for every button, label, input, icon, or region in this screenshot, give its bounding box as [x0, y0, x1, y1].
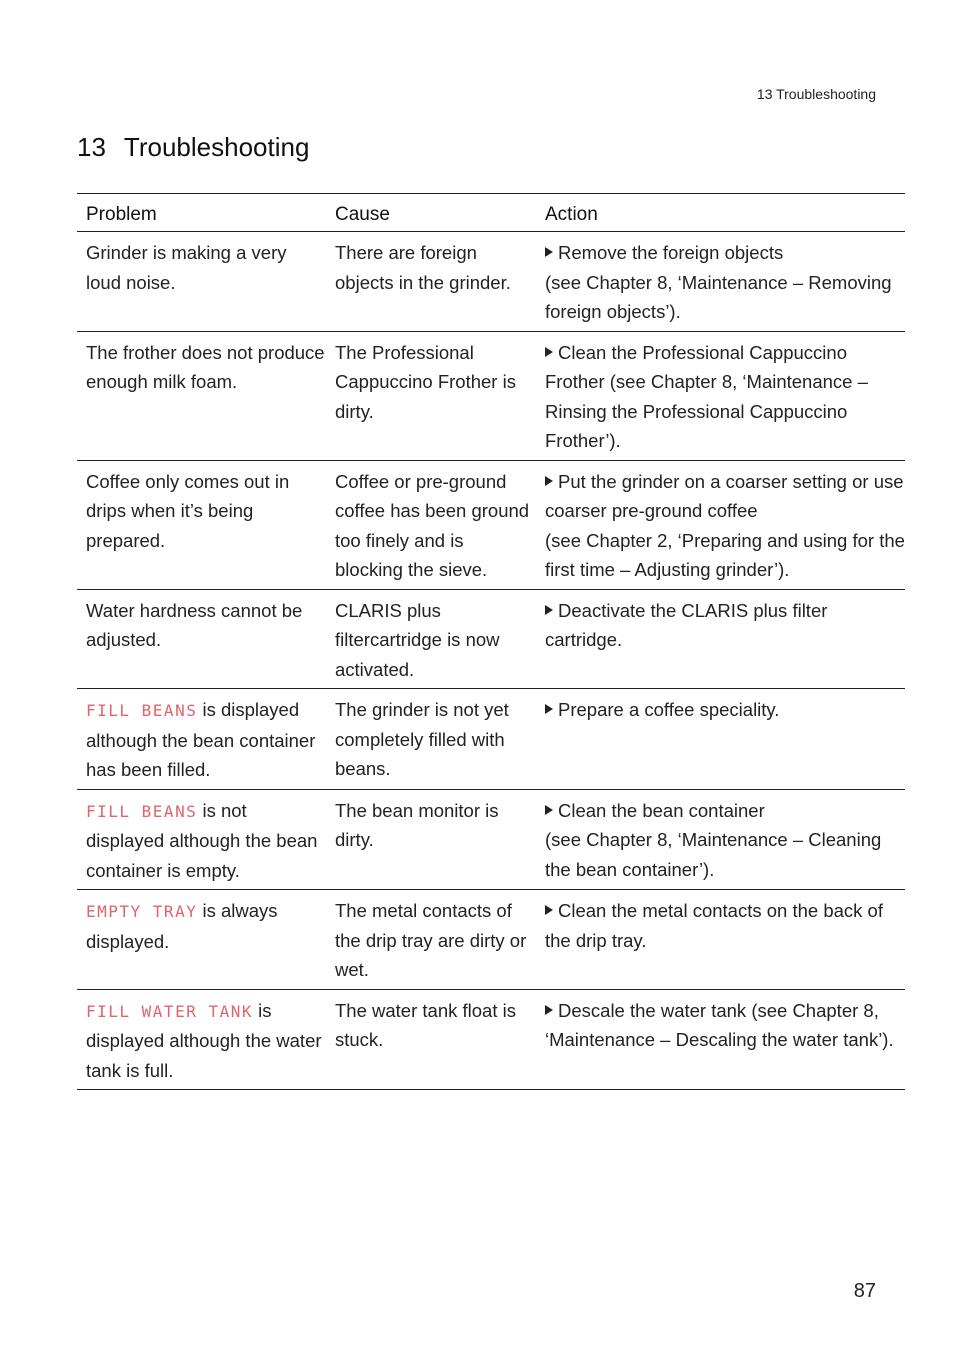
display-message-code: FILL BEANS: [86, 701, 198, 720]
triangle-right-icon: [545, 605, 553, 615]
problem-cell: [77, 331, 326, 460]
triangle-right-icon: [545, 805, 553, 815]
display-message-code: FILL BEANS: [86, 801, 198, 821]
problem-text: Water hardness cannot be adjusted.: [86, 599, 303, 650]
page-title: [77, 132, 309, 163]
column-header-cause: Cause: [326, 194, 536, 232]
action-step: [545, 896, 905, 955]
column-header-problem: Problem: [77, 194, 326, 232]
problem-text: is displayed although the bean container has been filled.: [86, 699, 316, 780]
chapter-title: Troubleshooting: [123, 132, 310, 162]
action-text: Descale the water tank (see Chapter 8, ‘Maintenance – Descaling the water tank’).: [545, 999, 894, 1050]
running-header: 13 Troubleshooting: [756, 86, 876, 102]
triangle-right-icon: [545, 704, 553, 714]
action-text: Remove the foreign objects: [558, 242, 784, 263]
triangle-right-icon: [545, 905, 553, 915]
problem-text: is displayed although the water tank is full.: [86, 999, 322, 1081]
page-number: 87: [853, 1280, 876, 1302]
action-text: Prepare a coffee speciality.: [558, 699, 780, 720]
cause-cell: The water tank float is stuck.: [326, 989, 536, 1090]
action-text: Clean the metal contacts on the back of the drip tray.: [545, 900, 883, 951]
action-reference: (see Chapter 8, ‘Maintenance – Cleaning the bean container’).: [545, 829, 882, 880]
action-text: Clean the bean container: [558, 799, 765, 821]
problem-text: is not displayed although the bean container is empty.: [86, 799, 318, 881]
action-cell: [536, 989, 905, 1090]
column-header-action: Action: [536, 194, 905, 232]
problem-cell: [77, 989, 326, 1090]
action-text: Put the grinder on a coarser setting or use coarser pre-ground coffee: [545, 470, 904, 521]
cause-cell: Coffee or pre-ground coffee has been ground too finely and is blocking the sieve.: [326, 460, 536, 589]
action-cell: [536, 689, 905, 790]
problem-cell: [77, 460, 326, 589]
table-row: [77, 232, 905, 332]
action-reference: (see Chapter 8, ‘Maintenance – Removing foreign objects’).: [545, 271, 892, 322]
cause-cell: The grinder is not yet completely filled with beans.: [326, 689, 536, 790]
action-step: [545, 695, 905, 725]
table-header-row: [77, 194, 905, 232]
action-cell: [536, 331, 905, 460]
table-row: [77, 890, 905, 990]
problem-text: Grinder is making a very loud noise.: [86, 242, 287, 293]
problem-text: Coffee only comes out in drips when it’s being prepared.: [86, 470, 290, 551]
action-text: Deactivate the CLARIS plus filter cartridge.: [545, 599, 828, 650]
action-cell: [536, 232, 905, 332]
triangle-right-icon: [545, 247, 553, 257]
problem-cell: [77, 689, 326, 790]
display-message-code: FILL WATER TANK: [86, 1001, 253, 1021]
action-step: [545, 238, 905, 268]
action-step: [545, 467, 905, 526]
troubleshooting-table: [77, 193, 905, 1090]
action-cell: [536, 789, 905, 890]
action-step: [545, 996, 905, 1055]
action-reference: (see Chapter 2, ‘Preparing and using for the first time – Adjusting grinder’).: [545, 529, 905, 580]
problem-text: is always displayed.: [86, 900, 278, 952]
problem-text: The frother does not produce enough milk foam.: [86, 341, 325, 392]
problem-cell: [77, 890, 326, 990]
problem-cell: [77, 589, 326, 689]
table-row: [77, 789, 905, 890]
action-cell: [536, 890, 905, 990]
cause-cell: The Professional Cappuccino Frother is dirty.: [326, 331, 536, 460]
triangle-right-icon: [545, 476, 553, 486]
cause-cell: CLARIS plus filtercartridge is now activated.: [326, 589, 536, 689]
action-cell: [536, 589, 905, 689]
table-row: [77, 331, 905, 460]
table-body: [77, 232, 905, 1090]
action-step: [545, 338, 905, 456]
cause-cell: The bean monitor is dirty.: [326, 789, 536, 890]
table-row: [77, 689, 905, 790]
triangle-right-icon: [545, 1005, 553, 1015]
table-row: [77, 989, 905, 1090]
problem-cell: [77, 789, 326, 890]
action-step: [545, 796, 905, 826]
display-message-code: EMPTY TRAY: [86, 902, 198, 921]
problem-cell: [77, 232, 326, 332]
table-row: [77, 460, 905, 589]
action-text: Clean the Professional Cappuccino Frother (see Chapter 8, ‘Maintenance – Rinsing the Professional Cappuccino Frother’).: [545, 341, 868, 451]
table-row: [77, 589, 905, 689]
action-cell: [536, 460, 905, 589]
triangle-right-icon: [545, 347, 553, 357]
cause-cell: There are foreign objects in the grinder.: [326, 232, 536, 332]
action-step: [545, 596, 905, 655]
chapter-number: 13: [77, 132, 106, 162]
cause-cell: The metal contacts of the drip tray are dirty or wet.: [326, 890, 536, 990]
